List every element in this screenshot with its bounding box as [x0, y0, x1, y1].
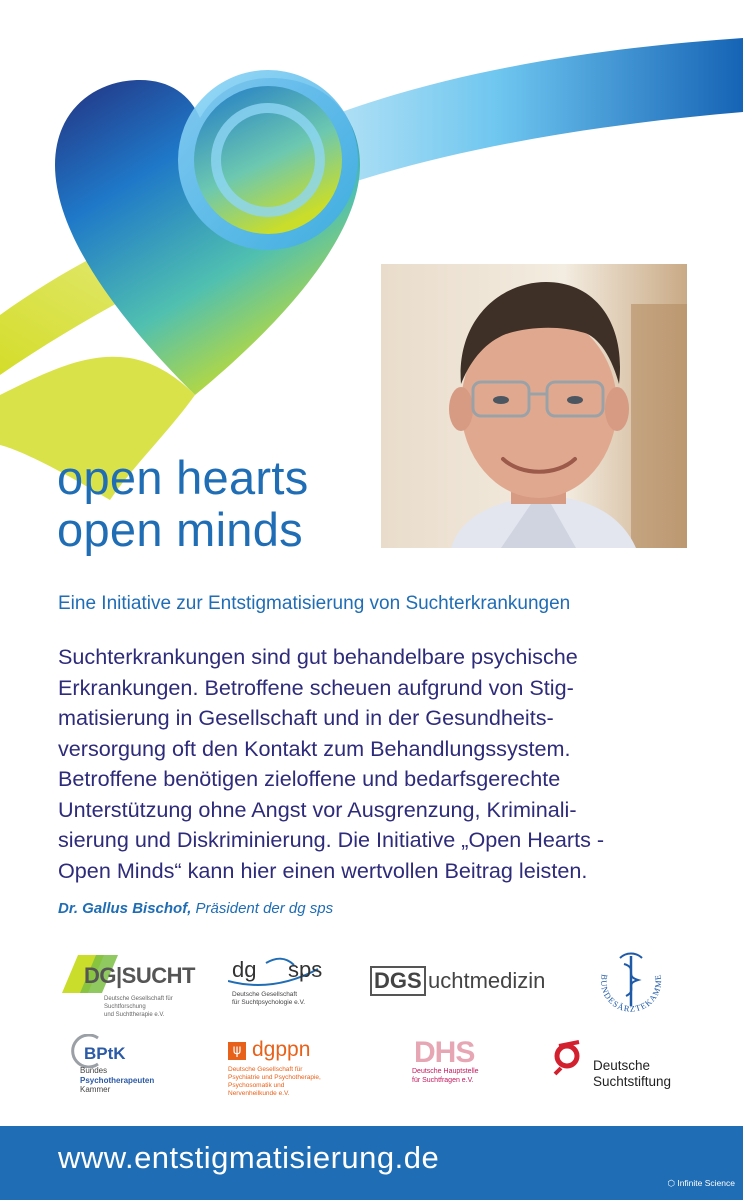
website-url[interactable]: www.entstigmatisierung.de — [58, 1140, 440, 1175]
bptk-name: BPtK — [84, 1044, 126, 1063]
dg-sps-name-b: sps — [288, 957, 323, 982]
dhs-desc — [412, 1068, 479, 1085]
logo-dg-sps — [228, 955, 338, 1015]
logo-dhs — [412, 1036, 512, 1090]
dgppn-desc-line: Psychiatrie und Psychotherapie, — [228, 1074, 321, 1081]
dg-sps-desc — [232, 991, 305, 1007]
cube-icon: ⬡ — [667, 1179, 675, 1189]
dg-sucht-name: DG|SUCHT — [84, 963, 195, 988]
logo-dgppn — [228, 1040, 368, 1108]
dgsuchtmedizin-box — [370, 966, 426, 996]
logo-deutsche-suchtstiftung — [553, 1040, 693, 1092]
quote-line: Erkrankungen. Betroffene scheuen aufgrund von Stig- — [58, 674, 574, 700]
portrait-photo — [381, 264, 687, 548]
credit-text: Infinite Science — [677, 1178, 735, 1188]
footer-bar — [0, 1126, 743, 1200]
dgsuchtmedizin-name-a: DGS — [374, 968, 422, 993]
quote-line: sierung und Diskriminierung. Die Initiative „Open Hearts - — [58, 827, 605, 852]
dgppn-desc — [228, 1066, 321, 1098]
suchtstiftung-name — [593, 1058, 671, 1090]
dg-sps-desc-line: Deutsche Gesellschaft — [232, 991, 298, 998]
dgppn-name: dgppn — [252, 1038, 311, 1061]
credit-label — [668, 1178, 735, 1189]
quote-line: Unterstützung ohne Angst vor Ausgrenzung, Kriminali- — [58, 796, 577, 822]
suchtstiftung-mark — [553, 1040, 583, 1076]
logo-bptk — [70, 1034, 190, 1104]
dg-sucht-desc-line: Deutsche Gesellschaft für Suchtforschung — [104, 996, 173, 1010]
bptk-desc-line: Kammer — [80, 1085, 111, 1094]
dg-sps-desc-line: für Suchtpsychologie e.V. — [232, 999, 306, 1006]
bptk-desc-line: Bundes — [80, 1066, 108, 1075]
dgppn-desc-line: Deutsche Gesellschaft für — [228, 1066, 303, 1073]
dgppn-psi-icon: ψ — [228, 1042, 246, 1060]
subtitle: Eine Initiative zur Entstigmatisierung von Suchterkrankungen — [58, 593, 571, 614]
headline — [57, 452, 309, 556]
suchtstiftung-line: Deutsche — [593, 1058, 651, 1073]
bptk-desc-line: Psychotherapeuten — [80, 1075, 155, 1085]
logo-bundesaerztekammer — [590, 944, 672, 1026]
logo-dg-sucht — [58, 955, 208, 1018]
headline-line-2: open minds — [57, 503, 303, 556]
quote-line: Open Minds“ kann hier einen wertvollen Beitrag leisten. — [58, 857, 588, 883]
dhs-desc-line: Deutsche Hauptstelle — [412, 1068, 479, 1075]
dg-sps-name-a: dg — [232, 957, 257, 982]
logo-dgsuchtmedizin — [370, 966, 560, 1000]
bundesaerztekammer-seal — [590, 944, 672, 1026]
quote-text — [58, 642, 698, 886]
dg-sucht-desc — [104, 995, 214, 1019]
quote-line: versorgung oft den Kontakt zum Behandlungssystem. — [58, 735, 571, 761]
dgsuchtmedizin-name-b: uchtmedizin — [428, 968, 546, 993]
byline — [58, 900, 333, 917]
headline-line-1: open hearts — [57, 451, 309, 504]
byline-name: Dr. Gallus Bischof, — [58, 900, 192, 917]
quote-line: Suchterkrankungen sind gut behandelbare psychische — [58, 644, 578, 669]
dg-sucht-desc-line: und Suchttherapie e.V. — [104, 1012, 165, 1018]
dhs-name: DHS — [414, 1036, 475, 1069]
quote-line: matisierung in Gesellschaft und in der Gesundheits- — [58, 705, 554, 730]
dgppn-desc-line: Psychosomatik und — [228, 1082, 285, 1089]
quote-line: Betroffene benötigen zieloffene und bedarfsgerechte — [58, 766, 561, 791]
svg-text:BUNDESÄRZTEKAMMER: BUNDESÄRZTEKAMME — [598, 973, 664, 1014]
suchtstiftung-line: Suchtstiftung — [593, 1074, 672, 1089]
byline-role: Präsident der dg sps — [195, 900, 334, 917]
bptk-desc — [80, 1066, 154, 1095]
dhs-desc-line: für Suchtfragen e.V. — [412, 1076, 474, 1084]
dgppn-desc-line: Nervenheilkunde e.V. — [228, 1090, 290, 1097]
